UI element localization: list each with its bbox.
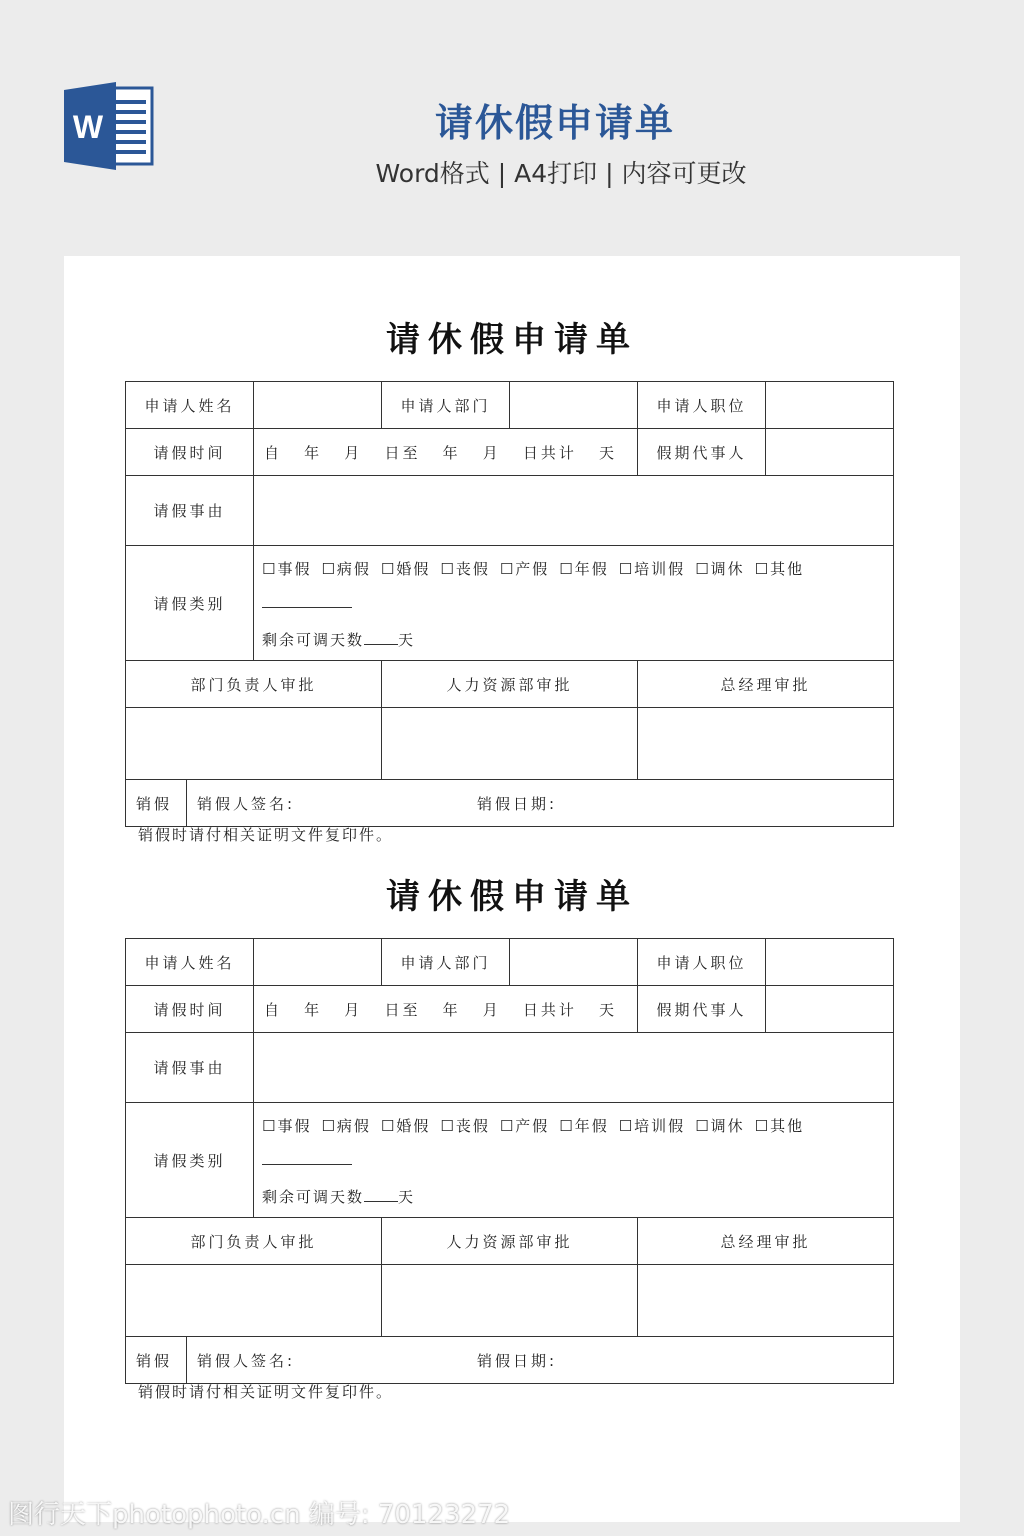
checkbox-training-leave[interactable]: ☐培训假 xyxy=(618,1117,686,1135)
cancel-section xyxy=(187,1337,894,1384)
input-department[interactable] xyxy=(510,382,638,429)
checkbox-marriage-leave[interactable]: ☐婚假 xyxy=(380,1117,431,1135)
checkbox-maternity-leave[interactable]: ☐产假 xyxy=(499,1117,550,1135)
label-dept-head-approval: 部门负责人审批 xyxy=(126,1218,382,1265)
checkbox-maternity-leave[interactable]: ☐产假 xyxy=(499,560,550,578)
label-substitute: 假期代事人 xyxy=(638,986,766,1033)
input-gm-approval[interactable] xyxy=(638,1265,894,1337)
remaining-days-unit: 天 xyxy=(398,631,416,649)
leave-type-options xyxy=(254,1103,894,1218)
checkbox-annual-leave[interactable]: ☐年假 xyxy=(559,1117,609,1135)
label-cancel: 销假 xyxy=(126,780,187,827)
label-applicant-name: 申请人姓名 xyxy=(126,382,254,429)
label-gm-approval: 总经理审批 xyxy=(638,1218,894,1265)
other-blank[interactable] xyxy=(262,593,352,608)
time-part: 年 xyxy=(442,443,461,462)
label-position: 申请人职位 xyxy=(638,939,766,986)
label-applicant-name: 申请人姓名 xyxy=(126,939,254,986)
time-part: 日至 xyxy=(384,1000,421,1019)
remaining-days-label: 剩余可调天数 xyxy=(262,1188,365,1206)
time-part: 月 xyxy=(482,443,501,462)
form-note: 销假时请付相关证明文件复印件。 xyxy=(138,1383,394,1401)
checkbox-training-leave[interactable]: ☐培训假 xyxy=(618,560,686,578)
leave-type-options xyxy=(254,546,894,661)
input-reason[interactable] xyxy=(254,476,894,546)
input-position[interactable] xyxy=(766,382,894,429)
remaining-days-label: 剩余可调天数 xyxy=(262,631,365,649)
cancel-section xyxy=(187,780,894,827)
checkbox-sick-leave[interactable]: ☐病假 xyxy=(321,1117,371,1135)
input-hr-approval[interactable] xyxy=(382,1265,638,1337)
label-department: 申请人部门 xyxy=(382,382,510,429)
checkbox-personal-leave[interactable]: ☐事假 xyxy=(262,560,312,578)
label-reason: 请假事由 xyxy=(126,476,254,546)
input-dept-head-approval[interactable] xyxy=(126,1265,382,1337)
time-part: 自 xyxy=(264,1000,283,1019)
input-department[interactable] xyxy=(510,939,638,986)
leave-form-table xyxy=(125,938,894,1384)
checkbox-annual-leave[interactable]: ☐年假 xyxy=(559,560,609,578)
watermark: 图行天下photophoto.cn 编号: 70123272 xyxy=(8,1500,511,1530)
input-gm-approval[interactable] xyxy=(638,708,894,780)
svg-text:W: W xyxy=(72,109,104,145)
remaining-days-unit: 天 xyxy=(398,1188,416,1206)
checkbox-bereavement-leave[interactable]: ☐丧假 xyxy=(440,560,490,578)
document-page xyxy=(64,256,960,1522)
time-part: 月 xyxy=(482,1000,501,1019)
other-blank[interactable] xyxy=(262,1150,352,1165)
time-part: 日共计 xyxy=(522,1000,577,1019)
form-note: 销假时请付相关证明文件复印件。 xyxy=(138,826,394,844)
form-title: 请休假申请单 xyxy=(386,877,638,917)
input-hr-approval[interactable] xyxy=(382,708,638,780)
input-leave-time[interactable] xyxy=(254,429,638,476)
time-part: 月 xyxy=(344,1000,363,1019)
input-applicant-name[interactable] xyxy=(254,939,382,986)
time-part: 天 xyxy=(599,1000,618,1019)
time-part: 月 xyxy=(344,443,363,462)
time-part: 年 xyxy=(304,1000,323,1019)
input-applicant-name[interactable] xyxy=(254,382,382,429)
checkbox-other-leave[interactable]: ☐其他 xyxy=(754,1117,805,1135)
label-reason: 请假事由 xyxy=(126,1033,254,1103)
label-category: 请假类别 xyxy=(126,1103,254,1218)
label-cancel: 销假 xyxy=(126,1337,187,1384)
label-dept-head-approval: 部门负责人审批 xyxy=(126,661,382,708)
label-hr-approval: 人力资源部审批 xyxy=(382,661,638,708)
label-substitute: 假期代事人 xyxy=(638,429,766,476)
label-position: 申请人职位 xyxy=(638,382,766,429)
time-part: 日共计 xyxy=(522,443,577,462)
remaining-days-blank[interactable] xyxy=(364,630,398,645)
label-cancel-signature: 销假人签名: xyxy=(197,794,296,813)
time-part: 日至 xyxy=(384,443,421,462)
checkbox-compensatory-leave[interactable]: ☐调休 xyxy=(695,1117,745,1135)
input-reason[interactable] xyxy=(254,1033,894,1103)
label-department: 申请人部门 xyxy=(382,939,510,986)
checkbox-other-leave[interactable]: ☐其他 xyxy=(754,560,805,578)
leave-form-table xyxy=(125,381,894,827)
input-dept-head-approval[interactable] xyxy=(126,708,382,780)
checkbox-sick-leave[interactable]: ☐病假 xyxy=(321,560,371,578)
page-subtitle: Word格式 | A4打印 | 内容可更改 xyxy=(375,159,747,188)
checkbox-bereavement-leave[interactable]: ☐丧假 xyxy=(440,1117,490,1135)
label-cancel-date: 销假日期: xyxy=(477,794,558,813)
label-leave-time: 请假时间 xyxy=(126,986,254,1033)
label-cancel-date: 销假日期: xyxy=(477,1351,558,1370)
checkbox-personal-leave[interactable]: ☐事假 xyxy=(262,1117,312,1135)
input-substitute[interactable] xyxy=(766,986,894,1033)
label-leave-time: 请假时间 xyxy=(126,429,254,476)
time-part: 天 xyxy=(599,443,618,462)
label-hr-approval: 人力资源部审批 xyxy=(382,1218,638,1265)
checkbox-compensatory-leave[interactable]: ☐调休 xyxy=(695,560,745,578)
time-part: 年 xyxy=(442,1000,461,1019)
label-category: 请假类别 xyxy=(126,546,254,661)
checkbox-marriage-leave[interactable]: ☐婚假 xyxy=(380,560,431,578)
input-position[interactable] xyxy=(766,939,894,986)
label-gm-approval: 总经理审批 xyxy=(638,661,894,708)
time-part: 年 xyxy=(304,443,323,462)
page-title: 请休假申请单 xyxy=(434,101,675,145)
label-cancel-signature: 销假人签名: xyxy=(197,1351,296,1370)
time-part: 自 xyxy=(264,443,283,462)
form-title: 请休假申请单 xyxy=(386,320,638,360)
input-substitute[interactable] xyxy=(766,429,894,476)
remaining-days-blank[interactable] xyxy=(364,1187,398,1202)
input-leave-time[interactable] xyxy=(254,986,638,1033)
